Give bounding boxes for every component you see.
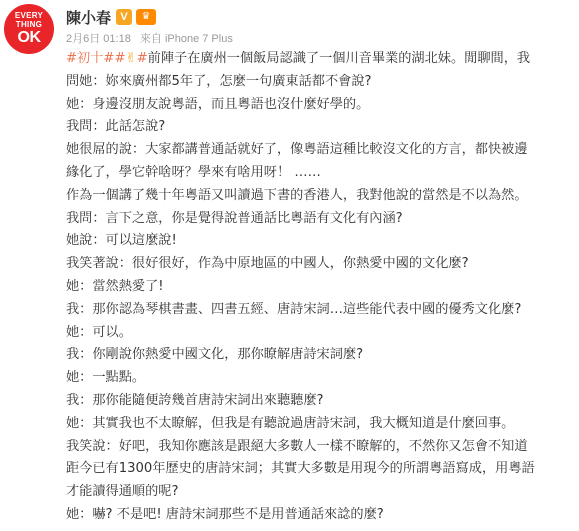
hashtag-link[interactable]: #初十##: [66, 51, 126, 66]
post-line: 她：一點點。: [66, 370, 146, 386]
post-timestamp[interactable]: 2月6日 01:18: [66, 33, 131, 45]
avatar-text-line2: THING: [15, 20, 43, 29]
peace-hand-icon: ✌: [125, 51, 137, 66]
post-line: 才能讀得通順的呢?: [66, 484, 179, 500]
hashtag-mark[interactable]: #: [136, 51, 148, 66]
post-line: 我問：言下之意，你是覺得說普通話比粵語有文化有內涵?: [66, 210, 403, 226]
post-line: 作為一個講了幾十年粵語又叫讀過下書的香港人，我對他說的當然是不以為然。: [66, 187, 528, 203]
post-header: [66, 6, 156, 28]
post-line: 我：那你能隨便誇幾首唐詩宋詞出來聽聽麼?: [66, 392, 324, 408]
post-line: 問她：妳來廣州都5年了，怎麼一句廣東話都不會說?: [66, 73, 372, 89]
verified-icon[interactable]: V: [116, 9, 132, 25]
post-line: 她：身邊沒朋友說粵語，而且粵語也沒什麼好學的。: [66, 96, 370, 112]
post-line: 我：你剛說你熱愛中國文化，那你瞭解唐詩宋詞麼?: [66, 347, 364, 363]
post-line: 她：當然熱愛了!: [66, 278, 164, 294]
post-meta: [66, 30, 239, 46]
post-line-text: 前陣子在廣州一個飯局認識了一個川音畢業的湖北妹。閒聊間，我: [147, 51, 531, 66]
post-line: 我笑著說：很好很好，作為中原地區的中國人，你熱愛中國的文化麼?: [66, 256, 469, 272]
username-link[interactable]: 陳小春: [66, 8, 112, 27]
post-body: [66, 48, 572, 527]
post-line: [66, 48, 572, 71]
post-line: 距今已有1300年歷史的唐詩宋詞；其實大多數是用現今的所謂粵語寫成，用粵語: [66, 461, 535, 477]
avatar-text-line3: OK: [17, 29, 41, 46]
post-line: 我問：此話怎說?: [66, 119, 166, 135]
post-line: 她：可以。: [66, 324, 132, 340]
post-line: 我笑說：好吧，我知你應該是跟絕大多數人一樣不瞭解的，不然你又怎會不知道: [66, 438, 528, 454]
post-line: 她說：可以這麼說!: [66, 233, 177, 249]
post-line: 她：嚇? 不是吧! 唐詩宋詞那些不是用普通話來諗的麼?: [66, 506, 384, 522]
avatar-text-line1: EVERY: [14, 11, 44, 20]
post-line: 她：其實我也不太瞭解，但我是有聽說過唐詩宋詞，我大概知道是什麼回事。: [66, 415, 515, 431]
vip-crown-icon[interactable]: ♛: [136, 9, 156, 25]
post-line: 她很屌的說：大家都講普通話就好了，像粵語這種比較沒文化的方言，都快被邊: [66, 142, 528, 158]
post-line: 我：那你認為琴棋書畫、四書五經、唐詩宋詞…這些能代表中國的優秀文化麼?: [66, 301, 522, 317]
avatar[interactable]: [4, 4, 54, 54]
post-line: 緣化了，學它幹啥呀？學來有啥用呀！ ……: [66, 164, 321, 180]
post-source: 來自 iPhone 7 Plus: [139, 33, 233, 45]
